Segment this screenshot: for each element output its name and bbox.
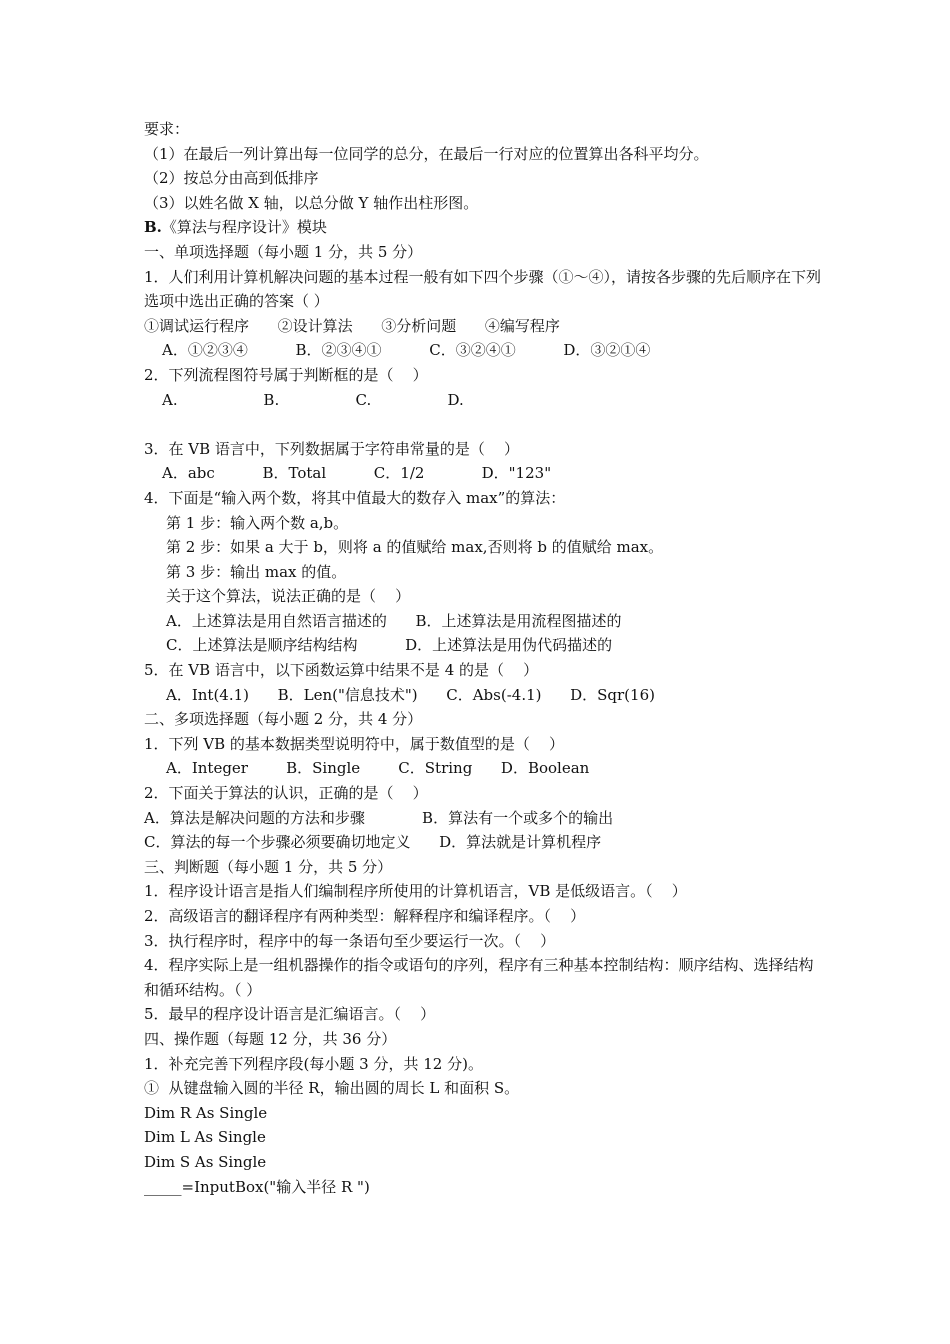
- requirement-2: （2）按总分由高到低排序: [144, 169, 319, 188]
- question-4-step-3: 第 3 步：输出 max 的值。: [166, 562, 347, 581]
- question-4-step-2: 第 2 步：如果 a 大于 b，则将 a 的值赋给 max,否则将 b 的值赋给 max。: [166, 538, 664, 557]
- op-question-1-part-1: ① 从键盘输入圆的半径 R，输出圆的周长 L 和面积 S。: [144, 1079, 520, 1098]
- question-1-steps: ①调试运行程序 ②设计算法 ③分析问题 ④编写程序: [144, 316, 560, 335]
- module-title: [144, 215, 824, 240]
- question-5: 5．在 VB 语言中，以下函数运算中结果不是 4 的是（ ）: [144, 661, 539, 680]
- op-question-1: 1．补充完善下列程序段(每小题 3 分，共 12 分)。: [144, 1054, 483, 1073]
- tf-question-1: 1．程序设计语言是指人们编制程序所使用的计算机语言，VB 是低级语言。（ ）: [144, 882, 687, 901]
- code-line-1: Dim R As Single: [144, 1103, 268, 1122]
- question-4: 4．下面是“输入两个数，将其中值最大的数存入 max”的算法：: [144, 488, 566, 507]
- section-true-false: 三、判断题（每小题 1 分，共 5 分）: [144, 857, 393, 876]
- question-2-options: A. B. C. D.: [162, 390, 464, 409]
- requirements-heading: 要求：: [144, 120, 190, 138]
- section-operation: 四、操作题（每题 12 分，共 36 分）: [144, 1029, 397, 1048]
- question-4-prompt: 关于这个算法，说法正确的是（ ）: [166, 587, 411, 606]
- question-3: 3．在 VB 语言中，下列数据属于字符串常量的是（ ）: [144, 439, 520, 458]
- code-line-4: _____=InputBox("输入半径 R "): [144, 1177, 370, 1196]
- question-4-options-ab: A．上述算法是用自然语言描述的 B．上述算法是用流程图描述的: [166, 611, 622, 630]
- tf-question-3: 3．执行程序时，程序中的每一条语句至少要运行一次。（ ）: [144, 931, 556, 950]
- question-4-options-cd: C．上述算法是顺序结构结构 D．上述算法是用伪代码描述的: [166, 636, 613, 655]
- mc-question-2-options-cd: C．算法的每一个步骤必须要确切地定义 D．算法就是计算机程序: [144, 833, 602, 852]
- mc-question-2: 2．下面关于算法的认识，正确的是（ ）: [144, 784, 428, 803]
- tf-question-4: 4．程序实际上是一组机器操作的指令或语句的序列，程序有三种基本控制结构：顺序结构、选择结构和循环结构。（ ）: [144, 956, 814, 999]
- code-line-3: Dim S As Single: [144, 1152, 267, 1171]
- module-name: 《算法与程序设计》模块: [161, 218, 327, 237]
- mc-question-2-options-ab: A．算法是解决问题的方法和步骤 B．算法有一个或多个的输出: [144, 808, 614, 827]
- code-line-2: Dim L As Single: [144, 1128, 266, 1147]
- question-3-options: A．abc B．Total C．1/2 D．"123": [162, 464, 552, 483]
- flowchart-blank-space: [144, 412, 824, 437]
- question-4-step-1: 第 1 步：输入两个数 a,b。: [166, 513, 349, 532]
- tf-question-5: 5．最早的程序设计语言是汇编语言。（ ）: [144, 1005, 436, 1024]
- question-2: 2．下列流程图符号属于判断框的是（ ）: [144, 365, 428, 384]
- question-5-options: A．Int(4.1) B．Len("信息技术") C．Abs(-4.1) D．Sqr(16): [166, 685, 655, 704]
- question-1-options: A．①②③④ B．②③④① C．③②④① D．③②①④: [162, 341, 651, 360]
- question-1: 1．人们利用计算机解决问题的基本过程一般有如下四个步骤（①～④），请按各步骤的先后顺序在下列选项中选出正确的答案（ ）: [144, 267, 822, 311]
- tf-question-2: 2．高级语言的翻译程序有两种类型：解释程序和编译程序。（ ）: [144, 907, 586, 925]
- requirement-1: （1）在最后一列计算出每一位同学的总分，在最后一行对应的位置算出各科平均分。: [144, 144, 709, 163]
- section-multiple-choice: 二、多项选择题（每小题 2 分，共 4 分）: [144, 710, 423, 729]
- module-prefix: B.: [144, 218, 162, 237]
- mc-question-1-options: A．Integer B．Single C．String D．Boolean: [166, 759, 590, 778]
- mc-question-1: 1．下列 VB 的基本数据类型说明符中，属于数值型的是（ ）: [144, 734, 565, 753]
- requirement-3: （3）以姓名做 X 轴，以总分做 Y 轴作出柱形图。: [144, 193, 479, 212]
- document-body: [144, 117, 824, 1199]
- section-single-choice: 一、单项选择题（每小题 1 分，共 5 分）: [144, 242, 423, 261]
